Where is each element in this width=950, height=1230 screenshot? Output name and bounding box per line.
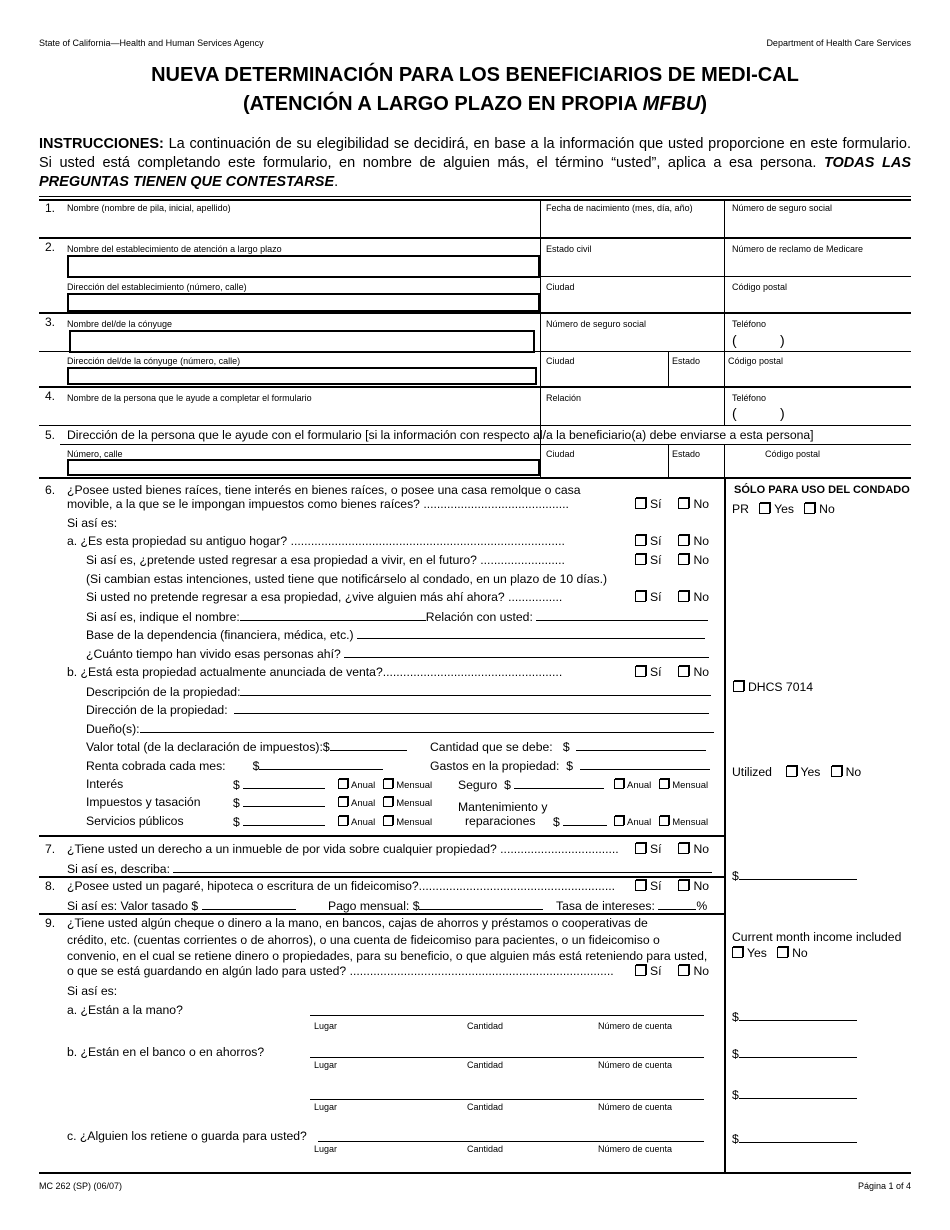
amount-caption: Cantidad xyxy=(467,1102,504,1112)
utilized-no-checkbox[interactable] xyxy=(831,766,842,777)
utilities-amount[interactable]: $ xyxy=(233,814,325,829)
area-code-close: ) xyxy=(780,405,785,421)
place-caption: Lugar xyxy=(314,1144,338,1154)
yes-checkbox[interactable] xyxy=(635,591,646,602)
divider xyxy=(39,196,911,197)
q9-yes-no: Sí No xyxy=(635,964,709,978)
maintenance-amount[interactable]: $ xyxy=(553,814,607,829)
county-use-heading: SÓLO PARA USO DEL CONDADO xyxy=(734,484,910,496)
q9b-line[interactable] xyxy=(310,1057,704,1058)
monthly-checkbox[interactable] xyxy=(659,779,669,789)
divider xyxy=(39,351,911,352)
q9a-line[interactable] xyxy=(310,1015,704,1016)
yes-checkbox[interactable] xyxy=(635,843,646,854)
question-number: 9. xyxy=(45,916,56,930)
divider xyxy=(39,913,725,915)
yes-checkbox[interactable] xyxy=(635,498,646,509)
place-caption: Lugar xyxy=(314,1102,338,1112)
city-label: Ciudad xyxy=(546,449,575,459)
pr-row: PR Yes No xyxy=(732,502,835,516)
amount-caption: Cantidad xyxy=(467,1144,504,1154)
q9-text-line3: convenio, en el cual se retiene dinero o propiedades, para su beneficio, o que alguien más está reteniendo para usted, xyxy=(67,949,708,963)
q6-text-line2: movible, a la que se le impongan impuestos como bienes raíces? ........................................... xyxy=(67,497,569,511)
dob-label: Fecha de nacimiento (mes, día, año) xyxy=(546,203,693,213)
divider xyxy=(724,478,726,1174)
utilized-yes-checkbox[interactable] xyxy=(786,766,797,777)
state-label: Estado xyxy=(672,356,701,366)
q6a-text: a. ¿Es esta propiedad su antiguo hogar? ................................................................................. xyxy=(67,534,565,548)
q9-text-line2: crédito, etc. (cuentas corrientes o de ahorros), o una cuenta de fideicomiso para pacientes, o un fideicomiso o xyxy=(67,933,660,947)
q6b-expenses-row[interactable]: Gastos en la propiedad: $ xyxy=(430,758,710,773)
q7-text: ¿Tiene usted un derecho a un inmueble de por vida sobre cualquier propiedad? ................................... xyxy=(67,842,619,856)
pr-no-checkbox[interactable] xyxy=(804,503,815,514)
insurance-freq: Anual Mensual xyxy=(614,779,708,791)
facility-label: Nombre del establecimiento de atención a largo plazo xyxy=(67,244,282,254)
city-label: Ciudad xyxy=(546,356,575,366)
q9c-line[interactable] xyxy=(318,1141,704,1142)
account-caption: Número de cuenta xyxy=(598,1144,673,1154)
spouse-ssn-label: Número de seguro social xyxy=(546,319,647,329)
relation-label: Relación xyxy=(546,393,582,403)
taxes-freq: Anual Mensual xyxy=(338,797,432,809)
income-row: Yes No xyxy=(732,946,808,960)
divider xyxy=(39,386,911,388)
form-number: MC 262 (SP) (06/07) xyxy=(39,1181,123,1191)
zip-label: Código postal xyxy=(765,449,821,459)
q9-text-line1: ¿Tiene usted algún cheque o dinero a la mano, en bancos, cajas de ahorros y préstamos o cooperativas de xyxy=(67,916,648,930)
area-code-open: ( xyxy=(732,405,737,421)
no-checkbox[interactable] xyxy=(678,965,689,976)
utilized-row: Utilized Yes No xyxy=(732,765,862,779)
instructions: INSTRUCCIONES: La continuación de su elegibilidad se decidirá, en base a la información que usted proporcione en este formulario. Si usted está completando este formulario, en nombre de alguien más, el término “usted”, aplica a esa persona. TODAS LAS PREGUNTAS TIENEN QUE CONTESTARSE. xyxy=(39,136,911,190)
divider xyxy=(39,1172,911,1174)
q6a-name-row[interactable]: Si así es, indique el nombre: Relación con usted: xyxy=(86,609,708,624)
yes-checkbox[interactable] xyxy=(635,554,646,565)
zip-label: Código postal xyxy=(732,282,788,292)
q8-value-row[interactable]: Si así es: Valor tasado $ xyxy=(67,898,296,913)
marital-status-label: Estado civil xyxy=(546,244,592,254)
divider xyxy=(668,444,669,478)
facility-address-label: Dirección del establecimiento (número, calle) xyxy=(67,282,247,292)
q6b-description-row[interactable]: Descripción de la propiedad: xyxy=(86,684,711,699)
q6-yes-no: Sí No xyxy=(635,497,709,511)
account-caption: Número de cuenta xyxy=(598,1021,673,1031)
spouse-name-field[interactable] xyxy=(69,330,535,353)
page-number: Página 1 of 4 xyxy=(857,1181,911,1191)
q6a-yes-no: Sí No xyxy=(635,534,709,548)
q6b-address-row[interactable]: Dirección de la propiedad: xyxy=(86,702,709,717)
department-name: Department of Health Care Services xyxy=(766,38,911,48)
q6b-text: b. ¿Está esta propiedad actualmente anunciada de venta?..................................................... xyxy=(67,665,563,679)
phone-label: Teléfono xyxy=(732,319,767,329)
facility-name-field[interactable] xyxy=(67,255,540,278)
q6a-duration-row[interactable]: ¿Cuánto tiempo han vivido esas personas ahí? xyxy=(86,646,709,661)
amount-caption: Cantidad xyxy=(467,1060,504,1070)
account-caption: Número de cuenta xyxy=(598,1060,673,1070)
q7-describe-row[interactable]: Si así es, describa: xyxy=(67,861,712,876)
no-checkbox[interactable] xyxy=(678,666,689,677)
income-included-label: Current month income included xyxy=(732,930,902,944)
monthly-checkbox[interactable] xyxy=(383,816,393,826)
question-number: 7. xyxy=(45,842,56,856)
question-number: 6. xyxy=(45,483,56,497)
section-number: 3. xyxy=(45,315,56,329)
section-number: 2. xyxy=(45,240,56,254)
annual-checkbox[interactable] xyxy=(338,797,348,807)
if-so-label: Si así es: xyxy=(67,516,118,530)
area-code-open: ( xyxy=(732,332,737,348)
divider xyxy=(39,835,725,837)
annual-checkbox[interactable] xyxy=(338,779,348,789)
section-number: 1. xyxy=(45,201,56,215)
divider xyxy=(540,276,911,277)
q6b-rent-row[interactable]: Renta cobrada cada mes: $ xyxy=(86,758,383,773)
q6b-owed-row[interactable]: Cantidad que se debe: $ xyxy=(430,739,706,754)
divider xyxy=(39,876,725,878)
page-subtitle: (ATENCIÓN A LARGO PLAZO EN PROPIA MFBU) xyxy=(242,93,708,115)
maintenance-label: Mantenimiento y xyxy=(458,800,548,814)
monthly-checkbox[interactable] xyxy=(383,797,393,807)
phone-label: Teléfono xyxy=(732,393,767,403)
name-label: Nombre (nombre de pila, inicial, apellido) xyxy=(67,203,231,213)
ssn-label: Número de seguro social xyxy=(732,203,833,213)
taxes-amount[interactable]: $ xyxy=(233,795,325,810)
q6b-value-row[interactable]: Valor total (de la declaración de impuestos):$ xyxy=(86,739,407,754)
yes-checkbox[interactable] xyxy=(635,666,646,677)
dhcs-row: DHCS 7014 xyxy=(733,680,813,694)
street-label: Número, calle xyxy=(67,449,123,459)
medicare-label: Número de reclamo de Medicare xyxy=(732,244,864,254)
insurance-row[interactable]: Seguro $ xyxy=(458,777,604,792)
divider xyxy=(39,477,911,479)
repairs-label: reparaciones xyxy=(465,814,536,828)
spouse-label: Nombre del/de la cónyuge xyxy=(67,319,173,329)
no-checkbox[interactable] xyxy=(678,535,689,546)
q6a-return-yes-no: Sí No xyxy=(635,553,709,567)
income-no-checkbox[interactable] xyxy=(777,947,788,958)
q6b-owner-row[interactable]: Dueño(s): xyxy=(86,721,714,736)
q6a-return-text: Si así es, ¿pretende usted regresar a esa propiedad a vivir, en el futuro? ......................... xyxy=(86,553,565,567)
city-label: Ciudad xyxy=(546,282,575,292)
county-amount-9b[interactable]: $ xyxy=(732,1046,857,1061)
zip-label: Código postal xyxy=(728,356,784,366)
section-number: 5. xyxy=(45,428,56,442)
no-checkbox[interactable] xyxy=(678,498,689,509)
county-amount-q7[interactable]: $ xyxy=(732,868,857,883)
agency-name: State of California—Health and Human Services Agency xyxy=(39,38,264,48)
spouse-address-label: Dirección del/de la cónyuge (número, calle) xyxy=(67,356,241,366)
helper-street-field[interactable] xyxy=(67,459,540,476)
divider xyxy=(39,425,911,426)
interest-freq: Anual Mensual xyxy=(338,779,432,791)
q6a-someone-lives-text: Si usted no pretende regresar a esa propiedad, ¿vive alguien más ahí ahora? ................ xyxy=(86,590,563,604)
no-checkbox[interactable] xyxy=(678,554,689,565)
account-caption: Número de cuenta xyxy=(598,1102,673,1112)
no-checkbox[interactable] xyxy=(678,591,689,602)
income-yes-checkbox[interactable] xyxy=(732,947,743,958)
place-caption: Lugar xyxy=(314,1021,338,1031)
yes-checkbox[interactable] xyxy=(635,880,646,891)
divider xyxy=(60,444,911,445)
taxes-label: Impuestos y tasación xyxy=(86,795,201,809)
yes-checkbox[interactable] xyxy=(635,965,646,976)
monthly-checkbox[interactable] xyxy=(659,816,669,826)
q9a-text: a. ¿Están a la mano? xyxy=(67,1003,183,1017)
helper-label: Nombre de la persona que le ayude a completar el formulario xyxy=(67,393,312,403)
section-number: 4. xyxy=(45,389,56,403)
utilities-label: Servicios públicos xyxy=(86,814,184,828)
county-amount-9c[interactable]: $ xyxy=(732,1131,857,1146)
q9b-text: b. ¿Están en el banco o en ahorros? xyxy=(67,1045,265,1059)
area-code-close: ) xyxy=(780,332,785,348)
spouse-address-field[interactable] xyxy=(67,367,537,385)
place-caption: Lugar xyxy=(314,1060,338,1070)
if-so-label: Si así es: xyxy=(67,984,118,998)
divider xyxy=(668,352,669,387)
divider xyxy=(39,312,911,314)
state-label: Estado xyxy=(672,449,701,459)
county-amount-9b2[interactable]: $ xyxy=(732,1087,857,1102)
divider xyxy=(39,237,911,239)
q6-text-line1: ¿Posee usted bienes raíces, tiene interés en bienes raíces, o posee una casa remolque o casa xyxy=(67,483,581,497)
divider xyxy=(724,444,725,478)
q8-rate-row[interactable]: Tasa de intereses: % xyxy=(556,899,708,913)
q6a-dependency-row[interactable]: Base de la dependencia (financiera, médica, etc.) xyxy=(86,627,705,642)
pr-yes-checkbox[interactable] xyxy=(759,503,770,514)
page-title: NUEVA DETERMINACIÓN PARA LOS BENEFICIARIOS DE MEDI-CAL xyxy=(151,64,799,86)
monthly-checkbox[interactable] xyxy=(383,779,393,789)
utilities-freq: Anual Mensual xyxy=(338,816,432,828)
interest-amount[interactable]: $ xyxy=(233,777,325,792)
facility-address-field[interactable] xyxy=(67,293,540,312)
q8-payment-row[interactable]: Pago mensual: $ xyxy=(328,898,543,913)
q6b-yes-no: Sí No xyxy=(635,665,709,679)
q9c-text: c. ¿Alguien los retiene o guarda para usted? xyxy=(67,1129,307,1143)
amount-caption: Cantidad xyxy=(467,1021,504,1031)
q6a-note: (Si cambian estas intenciones, usted tiene que notificárselo al condado, en un plazo de 10 días.) xyxy=(86,572,608,586)
annual-checkbox[interactable] xyxy=(338,816,348,826)
q6a-lives-yes-no: Sí No xyxy=(635,590,709,604)
question-number: 8. xyxy=(45,879,56,893)
maintenance-freq: Anual Mensual xyxy=(614,816,708,828)
annual-checkbox[interactable] xyxy=(614,816,624,826)
q7-yes-no: Sí No xyxy=(635,842,709,856)
helper-address-heading: Dirección de la persona que le ayude con el formulario [si la información con respecto al/a la beneficiario(a) debe enviarse a esta persona] xyxy=(67,428,814,442)
no-checkbox[interactable] xyxy=(678,880,689,891)
county-amount-9a[interactable]: $ xyxy=(732,1009,857,1024)
q8-text: ¿Posee usted un pagaré, hipoteca o escritura de un fideicomiso?.......................................................... xyxy=(67,879,616,893)
no-checkbox[interactable] xyxy=(678,843,689,854)
dhcs-checkbox[interactable] xyxy=(733,681,744,692)
yes-checkbox[interactable] xyxy=(635,535,646,546)
interest-label: Interés xyxy=(86,777,124,791)
q8-yes-no: Sí No xyxy=(635,879,709,893)
divider xyxy=(39,199,911,201)
q9-text-line4: o que se está guardando en algún lado para usted? .............................................................................. xyxy=(67,964,614,978)
q9b2-line[interactable] xyxy=(310,1099,704,1100)
annual-checkbox[interactable] xyxy=(614,779,624,789)
